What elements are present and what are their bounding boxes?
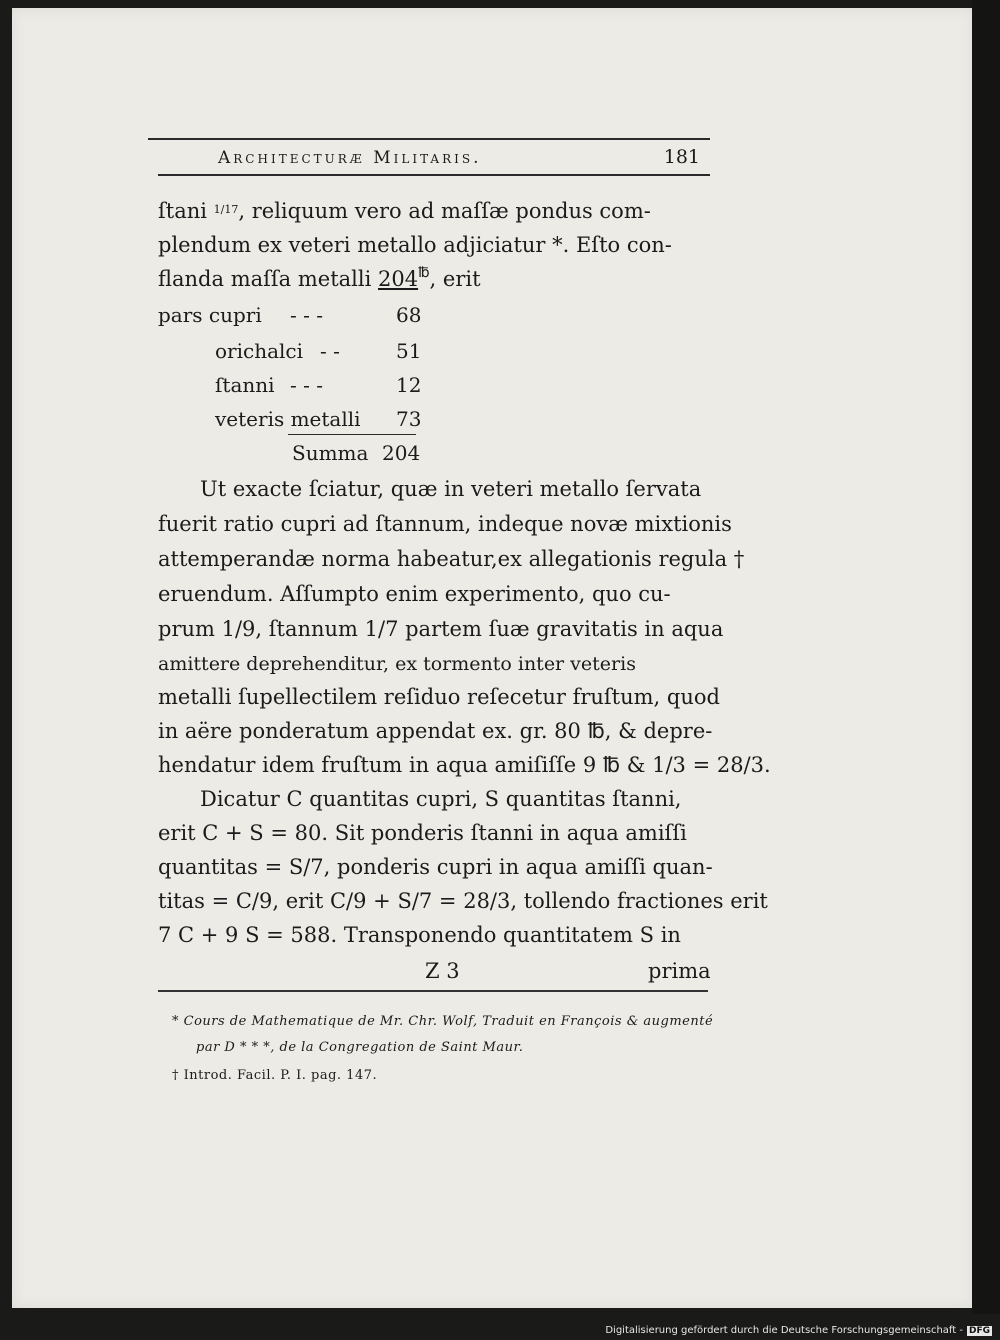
text-line: titas = C/9, erit C/9 + S/7 = 28/3, tollendo fractiones erit — [158, 889, 768, 913]
text-line: hendatur idem fruſtum in aqua amiſiſſe 9 ℔ & 1/3 = 28/3. — [158, 753, 771, 777]
text-line-1: ſtani $^{1/17}$, reliquum vero ad maſſæ pondus com- — [158, 199, 651, 223]
table-row-value: 68 — [396, 303, 422, 327]
text-line: eruendum. Aſſumpto enim experimento, quo cu- — [158, 582, 671, 606]
summa-value: 204 — [382, 441, 421, 465]
catchword: prima — [648, 959, 711, 983]
table-row-value: 73 — [396, 407, 422, 431]
table-row-value: 51 — [396, 339, 422, 363]
table-row-dots: - - — [320, 339, 340, 363]
header-rule-top — [148, 138, 710, 140]
table-row-value: 12 — [396, 373, 422, 397]
table-row-label: veteris metalli — [215, 407, 361, 431]
summa-label: Summa — [292, 441, 369, 465]
running-title: Architecturæ Militaris. — [218, 148, 482, 168]
text-line: quantitas = S/7, ponderis cupri in aqua amiſſi quan- — [158, 855, 713, 879]
text-line-2: plendum ex veteri metallo adjiciatur *. Eſto con- — [158, 233, 672, 257]
signature-mark: Z 3 — [425, 959, 460, 983]
text-line: amittere deprehenditur, ex tormento inter veteris — [158, 653, 636, 675]
running-header — [148, 138, 710, 178]
text-line: prum 1/9, ſtannum 1/7 partem ſuæ gravitatis in aqua — [158, 617, 724, 641]
table-row-dots: - - - — [290, 373, 323, 397]
table-row-label: pars cupri — [158, 303, 262, 327]
pound-symbol: ℔ — [418, 265, 430, 281]
table-row-label: ſtanni — [215, 373, 275, 397]
table-row-label: orichalci — [215, 339, 303, 363]
text-line-3: flanda maſſa metalli 204℔, erit — [158, 265, 481, 291]
footnote-1-line-2: par D * * *, de la Congregation de Saint Maur. — [196, 1040, 524, 1055]
fraction: 1/17 — [213, 203, 239, 216]
scan-border — [972, 0, 1000, 1314]
footnote-rule — [158, 990, 708, 992]
text-line: 7 C + 9 S = 588. Transponendo quantitatem S in — [158, 923, 681, 947]
header-rule-bottom — [158, 174, 710, 176]
mass-total: 204 — [378, 267, 419, 291]
text-line: erit C + S = 80. Sit ponderis ſtanni in aqua amiſſi — [158, 821, 687, 845]
text-line: attemperandæ norma habeatur,ex allegationis regula † — [158, 547, 745, 571]
text-line: Ut exacte ſciatur, quæ in veteri metallo ſervata — [200, 477, 702, 501]
dfg-logo: DFG — [968, 1326, 990, 1336]
sum-rule — [288, 434, 416, 435]
digitization-credit: Digitalisierung gefördert durch die Deutsche Forschungsgemeinschaft - DFG — [605, 1325, 990, 1336]
text-line: Dicatur C quantitas cupri, S quantitas ſtanni, — [200, 787, 682, 811]
footnote-1-line-1: * Cours de Mathematique de Mr. Chr. Wolf, Traduit en François & augmenté — [172, 1014, 714, 1029]
page-number: 181 — [663, 146, 700, 168]
text-line: metalli ſupellectilem reſiduo reſecetur fruſtum, quod — [158, 685, 720, 709]
text-line: fuerit ratio cupri ad ſtannum, indeque novæ mixtionis — [158, 512, 732, 536]
table-row-dots: - - - — [290, 303, 323, 327]
text-line: in aëre ponderatum appendat ex. gr. 80 ℔, & depre- — [158, 719, 713, 743]
footnote-2: † Introd. Facil. P. I. pag. 147. — [172, 1068, 378, 1083]
